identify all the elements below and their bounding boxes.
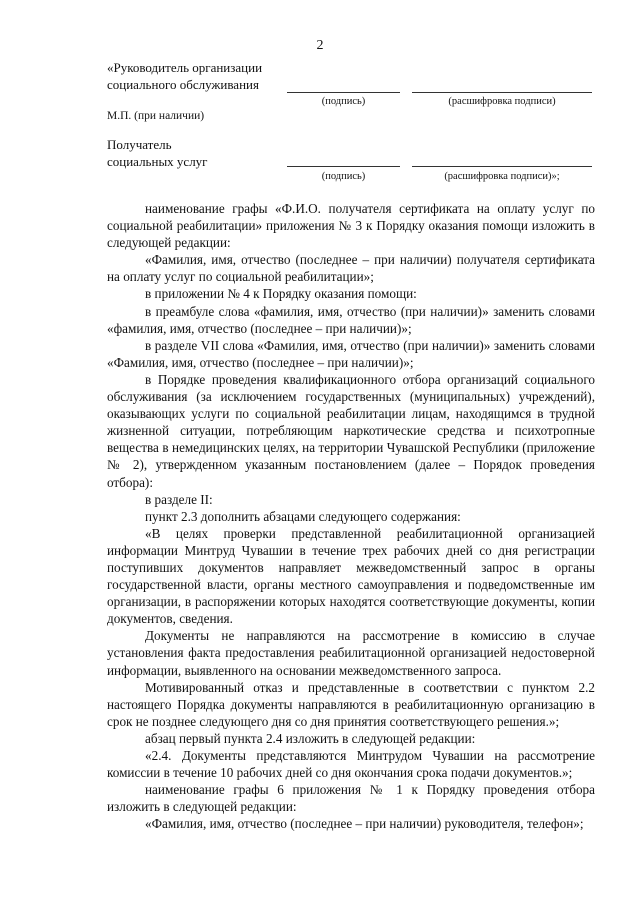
caption-decode: (расшифровка подписи)»; [444,171,560,182]
signature-line [287,92,400,93]
seal-note: М.П. (при наличии) [107,110,205,122]
paragraph: в приложении № 4 к Порядку оказания помощи: [145,286,417,302]
caption-signature: (подпись) [321,96,366,107]
paragraph: в преамбуле слова «фамилия, имя, отчество (при наличии)» заменить словами «фамилия, имя, отчество (последнее – при наличии)»; [107,303,595,336]
decode-line [412,92,592,93]
head-title-line2: социального обслуживания [107,77,259,92]
recipient-title-line1: Получатель [107,137,172,152]
paragraph: наименование графы «Ф.И.О. получателя сертификата на оплату услуг по социальной реабилитации» приложения № 3 к Порядку оказания помощи изложить в следующей редакции: [107,201,595,251]
caption-signature: (подпись) [321,171,366,182]
page-number: 2 [316,38,324,53]
paragraph: «Фамилия, имя, отчество (последнее – при наличии) руководителя, телефон»; [145,816,584,832]
paragraph: в разделе II: [145,491,213,507]
paragraph: в Порядке проведения квалификационного отбора организаций социального обслуживания (за исключением государственных (муниципальных) учреждений), оказывающих услуги по социальной реабилитации лицам, находящимся в трудной жизненной ситуации, потребляющим наркотические средства и психотропные вещества в немедицинских целях, на территории Чувашской Республики (приложение № 2), утвержденном указанным постановлением (далее – Порядок проведения отбора): [107,371,595,490]
paragraph: «Фамилия, имя, отчество (последнее – при наличии) получателя сертификата на оплату услуг по социальной реабилитации»; [107,252,595,285]
paragraph: наименование графы 6 приложения № 1 к Порядку проведения отбора изложить в следующей редакции: [107,782,595,815]
paragraph: абзац первый пункта 2.4 изложить в следующей редакции: [145,730,476,746]
paragraph: «2.4. Документы представляются Минтрудом Чувашии на рассмотрение комиссии в течение 10 рабочих дней со дня окончания срока подачи документов.»; [107,748,595,781]
recipient-title-line2: социальных услуг [107,154,208,169]
head-title-line1: «Руководитель организации [107,60,263,75]
decode-line [412,166,592,167]
paragraph: «В целях проверки представленной реабилитационной организацией информации Минтруд Чувашии в течение трех рабочих дней со дня регистрации поступивших документов направляет межведомственный запрос в органы государственной власти, органы местного самоуправления и подведомственные им организации, в распоряжении которых находятся соответствующие документы, копии документов, сведения. [107,525,595,627]
signature-line [287,166,400,167]
paragraph: Мотивированный отказ и представленные в соответствии с пунктом 2.2 настоящего Порядка документы направляются в реабилитационную организацию в срок не позднее следующего дня со дня принятия соответствующего решения.»; [107,679,595,729]
document-body [107,200,595,832]
caption-decode: (расшифровка подписи) [448,96,556,107]
paragraph: пункт 2.3 дополнить абзацами следующего содержания: [145,508,461,524]
paragraph: Документы не направляются на рассмотрение в комиссию в случае установления факта предоставления реабилитационной организацией недостоверной информации, выявленного на основании межведомственного запроса. [107,628,595,678]
paragraph: в разделе VII слова «Фамилия, имя, отчество (при наличии)» заменить словами «Фамилия, имя, отчество (последнее – при наличии)»; [107,337,595,370]
